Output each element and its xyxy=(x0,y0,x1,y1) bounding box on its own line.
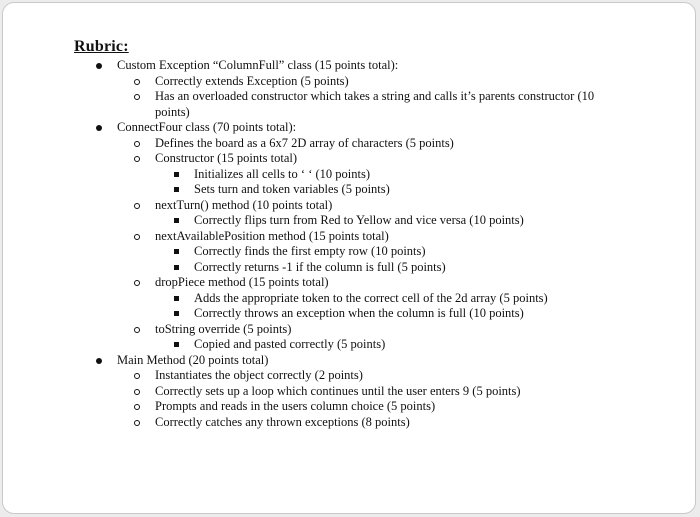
rubric-item-level-2: Defines the board as a 6x7 2D array of characters (5 points) xyxy=(155,135,454,150)
rubric-item-level-2: nextAvailablePosition method (15 points total) xyxy=(155,228,389,243)
rubric-item-level-1: Custom Exception “ColumnFull” class (15 points total): xyxy=(117,58,399,72)
bullet-dot-icon xyxy=(96,63,102,69)
bullet-square-icon xyxy=(174,218,179,223)
rubric-item-level-3: Sets turn and token variables (5 points) xyxy=(194,182,390,196)
bullet-square-icon xyxy=(174,187,179,192)
bullet-square-icon xyxy=(174,265,179,270)
bullet-circle-icon xyxy=(134,94,140,100)
bullet-circle-icon xyxy=(134,79,140,85)
rubric-item-level-2: Prompts and reads in the users column choice (5 points) xyxy=(155,399,436,413)
rubric-item-level-2: dropPiece method (15 points total) xyxy=(155,275,329,289)
bullet-dot-icon xyxy=(96,125,102,131)
rubric-item-level-2: Has an overloaded constructor which takes a string and calls it’s parents constructor (10 xyxy=(155,89,595,103)
bullet-circle-icon xyxy=(134,420,140,426)
rubric-item-level-2: Constructor (15 points total) xyxy=(155,151,297,165)
rubric-item-level-2: Instantiates the object correctly (2 points) xyxy=(155,368,363,382)
bullet-circle-icon xyxy=(134,327,140,333)
bullet-circle-icon xyxy=(134,373,140,379)
rubric-item-level-1: ConnectFour class (70 points total): xyxy=(117,120,297,134)
rubric-item-level-2: Correctly catches any thrown exceptions (8 points) xyxy=(155,414,410,429)
bullet-square-icon xyxy=(174,172,179,177)
rubric-title: Rubric: xyxy=(74,38,129,55)
rubric-item-level-3: Correctly returns -1 if the column is full (5 points) xyxy=(194,259,446,274)
bullet-circle-icon xyxy=(134,156,140,162)
rubric-item-level-3: Adds the appropriate token to the correct cell of the 2d array (5 points) xyxy=(194,290,548,305)
bullet-circle-icon xyxy=(134,389,140,395)
rubric-item-level-3: Correctly throws an exception when the column is full (10 points) xyxy=(194,306,524,320)
rubric-item-level-1: Main Method (20 points total) xyxy=(117,352,269,367)
document-page xyxy=(2,2,696,514)
bullet-circle-icon xyxy=(134,203,140,209)
bullet-square-icon xyxy=(174,311,179,316)
rubric-item-level-3: Copied and pasted correctly (5 points) xyxy=(194,337,386,351)
bullet-circle-icon xyxy=(134,404,140,410)
bullet-circle-icon xyxy=(134,234,140,240)
rubric-item-level-3: Initializes all cells to ‘ ‘ (10 points) xyxy=(194,166,370,181)
bullet-square-icon xyxy=(174,249,179,254)
bullet-circle-icon xyxy=(134,280,140,286)
rubric-item-level-2: nextTurn() method (10 points total) xyxy=(155,197,333,212)
rubric-item-level-3: Correctly flips turn from Red to Yellow and vice versa (10 points) xyxy=(194,213,524,227)
rubric-item-continuation: points) xyxy=(155,104,190,119)
bullet-square-icon xyxy=(174,296,179,301)
rubric-item-level-2: Correctly sets up a loop which continues until the user enters 9 (5 points) xyxy=(155,383,521,398)
rubric-item-level-2: toString override (5 points) xyxy=(155,321,292,336)
bullet-circle-icon xyxy=(134,141,140,147)
bullet-square-icon xyxy=(174,342,179,347)
rubric-item-level-3: Correctly finds the first empty row (10 points) xyxy=(194,244,426,258)
bullet-dot-icon xyxy=(96,358,102,364)
rubric-item-level-2: Correctly extends Exception (5 points) xyxy=(155,73,349,88)
